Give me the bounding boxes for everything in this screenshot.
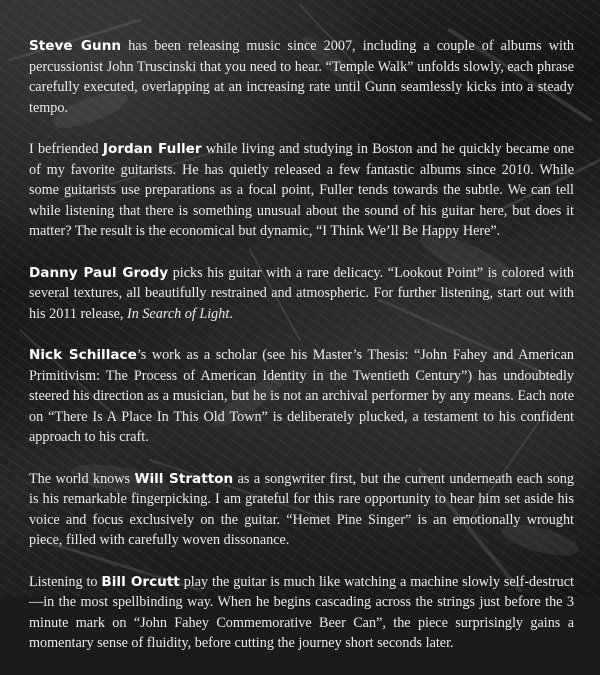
paragraph-tail: . <box>229 305 233 322</box>
paragraph-body: picks his guitar with a rare delicacy. “Lookout Point” is colored with several textures, all beautifully restrained and atmospheric. For further listening, start out with his 2011 release, <box>29 264 574 322</box>
paragraph-lead: I befriended <box>29 141 103 157</box>
paragraph-body: has been releasing music since 2007, including a couple of albums with percussionist John Truscinski that you need to hear. “Temple Walk” unfolds slowly, each phrase carefully executed, overlapping at an increasing rate until Gunn seamlessly kicks into a steady tempo. <box>29 38 574 116</box>
artist-name: Steve Gunn <box>29 38 122 54</box>
album-title: In Search of Light <box>126 305 230 322</box>
paragraph-body: play the guitar is much like watching a machine slowly self-destruct—in the most spellbinding way. When he begins cascading across the strings just before the 3 minute mark on “John Fahey Commemorative Beer Can”, the piece surprisingly gains a momentary sense of fluidity, before cutting the journey short seconds later. <box>29 573 574 651</box>
paragraph-body: ’s work as a scholar (see his Master’s Thesis: “John Fahey and American Primitivism: The Process of American Identity in the Twentieth Century”) has undoubtedly steered his direction as a musician, but he is not an archival performer by any means. Each note on “There Is A Place In This Old Town” is deliberately plucked, a testament to his confident approach to his craft. <box>29 347 574 445</box>
paragraph-steve-gunn <box>29 36 574 118</box>
artist-name: Nick Schillace <box>29 347 137 363</box>
paragraph-bill-orcutt <box>29 572 574 654</box>
paragraph-danny-paul-grody <box>29 263 574 325</box>
paragraph-nick-schillace <box>29 345 574 448</box>
paragraph-will-stratton <box>29 469 574 551</box>
paragraph-lead: Listening to <box>29 573 102 590</box>
liner-notes-text <box>29 36 574 675</box>
artist-name: Jordan Fuller <box>102 141 202 157</box>
paragraph-body: as a songwriter first, but the current underneath each song is his remarkable fingerpicking. I am grateful for this rare opportunity to hear him set aside his voice and focus exclusively on the guitar. “Hemet Pine Singer” is an emotionally wrought piece, filled with carefully woven dissonance. <box>29 470 574 548</box>
artist-name: Bill Orcutt <box>101 573 180 590</box>
artist-name: Will Stratton <box>134 470 234 487</box>
paragraph-lead: The world knows <box>29 470 135 487</box>
paragraph-jordan-fuller <box>29 139 574 242</box>
artist-name: Danny Paul Grody <box>29 264 169 281</box>
paragraph-body: while living and studying in Boston and he quickly became one of my favorite guitarists. He has quietly released a few fantastic albums since 2010. While some guitarists use preparations as a focal point, Fuller tends towards the subtle. We can tell while listening that there is something unusual about the sound of his guitar here, but does it matter? The result is the economical but dynamic, “I Think We’ll Be Happy Here”. <box>29 141 574 239</box>
